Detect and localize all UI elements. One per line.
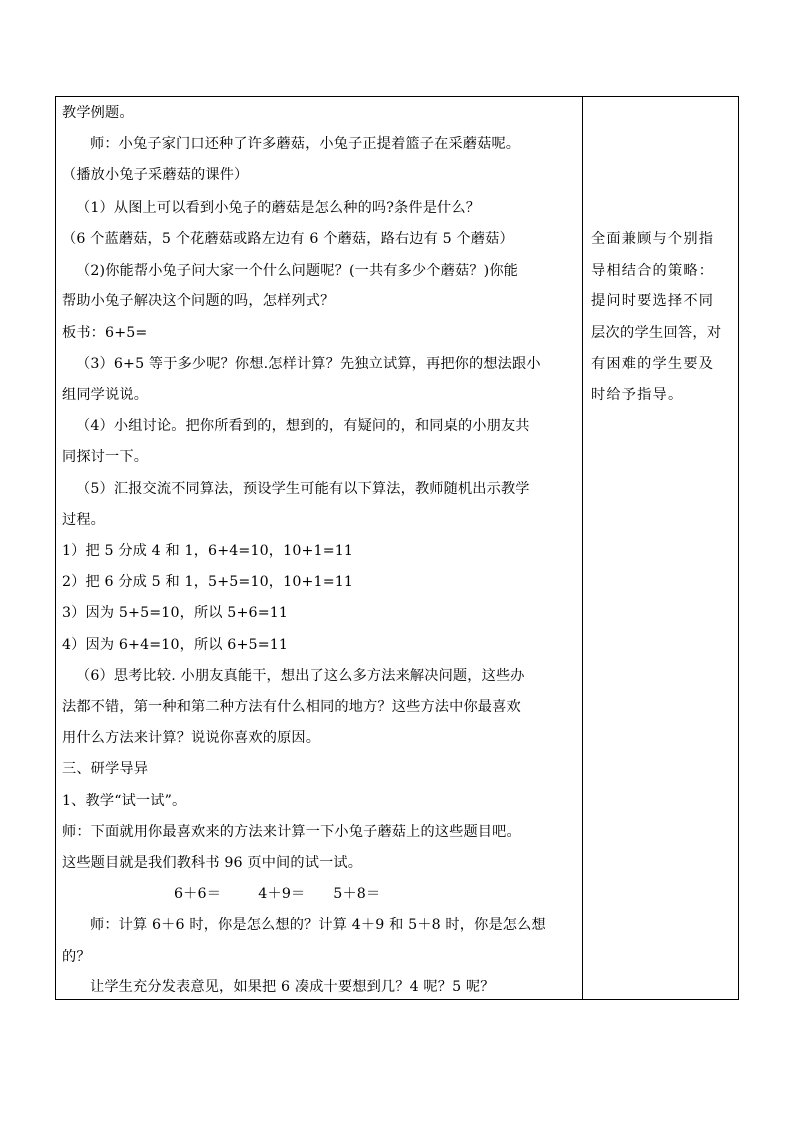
- note-line: 时给予指导。: [591, 387, 684, 403]
- text-line: （6）思考比较. 小朋友真能干，想出了这么多方法来解决问题，这些办: [76, 668, 525, 684]
- text-line: 的？: [62, 949, 91, 965]
- text-line: （2)你能帮小兔子问大家一个什么问题呢？(一共有多少个蘑菇？)你能: [76, 263, 519, 279]
- text-line: 同探讨一下。: [62, 449, 149, 465]
- text-line: 师：计算 6＋6 时，你是怎么想的？计算 4＋9 和 5＋8 时，你是怎么想: [90, 917, 546, 933]
- note-line: 提问时要选择不同: [591, 293, 715, 309]
- text-line: 板书：6+5=: [62, 325, 148, 341]
- text-line: 1、教学“试一试”。: [62, 793, 187, 809]
- text-line: （3）6+5 等于多少呢？你想.怎样计算？先独立试算，再把你的想法跟小: [76, 356, 541, 372]
- text-line: 组同学说说。: [62, 387, 149, 403]
- text-line: 教学例题。: [62, 105, 134, 121]
- text-line: 3）因为 5+5=10，所以 5+6=11: [62, 605, 289, 621]
- text-line: 用什么方法来计算？说说你喜欢的原因。: [62, 730, 321, 746]
- text-line: （6 个蓝蘑菇，5 个花蘑菇或路左边有 6 个蘑菇，路右边有 5 个蘑菇）: [62, 231, 514, 247]
- text-line: （4）小组讨论。把你所看到的，想到的，有疑问的，和同桌的小朋友共: [76, 418, 530, 434]
- equations-line: 6＋6＝ 4＋9＝ 5＋8＝: [174, 886, 381, 902]
- note-line: 层次的学生回答，对: [591, 325, 722, 341]
- text-line: 这些题目就是我们教科书 96 页中间的试一试。: [62, 855, 363, 871]
- note-line: 有困难的学生要及: [591, 356, 715, 372]
- text-line: 让学生充分发表意见，如果把 6 凑成十要想到几？4 呢？5 呢？: [90, 979, 495, 995]
- text-line: 4）因为 6+4=10，所以 6+5=11: [62, 637, 289, 653]
- text-line: 帮助小兔子解决这个问题的吗，怎样列式？: [62, 293, 335, 309]
- text-line: （5）汇报交流不同算法，预设学生可能有以下算法，教师随机出示教学: [76, 481, 530, 497]
- text-line: 2）把 6 分成 5 和 1，5+5=10，10+1=11: [62, 574, 354, 590]
- design-notes-cell: [583, 97, 739, 999]
- text-line: 师：下面就用你最喜欢来的方法来计算一下小兔子蘑菇上的这些题目吧。: [62, 824, 521, 840]
- text-line: 1）把 5 分成 4 和 1，6+4=10，10+1=11: [62, 543, 354, 559]
- teaching-process-cell: [56, 97, 582, 999]
- section-heading: 三、研学导异: [62, 761, 149, 777]
- note-line: 全面兼顾与个别指: [591, 231, 715, 247]
- lesson-plan-table: [55, 96, 739, 1000]
- text-line: 师：小兔子家门口还种了许多蘑菇，小兔子正提着篮子在采蘑菇呢。: [90, 136, 521, 152]
- note-line: 导相结合的策略：: [591, 263, 715, 279]
- text-line: （播放小兔子采蘑菇的课件）: [62, 167, 249, 183]
- text-line: 过程。: [62, 512, 106, 528]
- text-line: 法都不错，第一种和第二种方法有什么相同的地方？这些方法中你最喜欢: [62, 699, 521, 715]
- text-line: （1）从图上可以看到小兔子的蘑菇是怎么种的吗?条件是什么？: [76, 200, 481, 216]
